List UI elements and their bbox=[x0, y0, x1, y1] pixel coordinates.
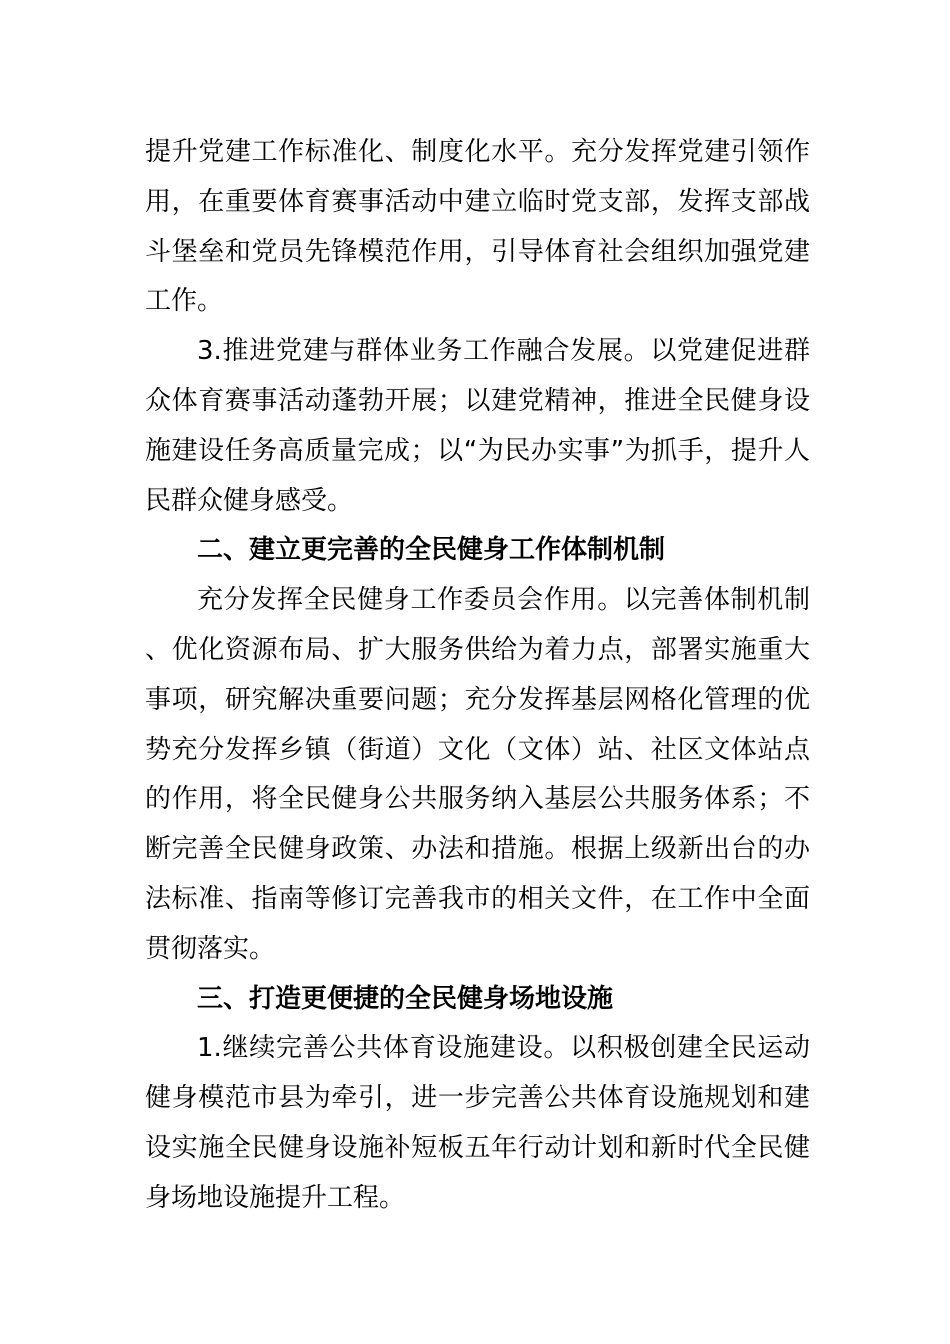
paragraph-fitness-committee: 充分发挥全民健身工作委员会作用。以完善体制机制、优化资源布局、扩大服务供给为着力点，部署实施重大事项，研究解决重要问题；充分发挥基层网格化管理的优势充分发挥乡镇（街道）文化（文体）站、社区文体站点的作用，将全民健身公共服务纳入基层公共服务体系；不断完善全民健身政策、办法和措施。根据上级新出台的办法标准、指南等修订完善我市的相关文件，在工作中全面贯彻落实。 bbox=[145, 585, 810, 964]
document-body bbox=[145, 128, 810, 1224]
section-heading-two: 二、建立更完善的全民健身工作体制机制 bbox=[197, 535, 666, 566]
paragraph-public-facilities: 1.继续完善公共体育设施建设。以积极创建全民运动健身模范市县为牵引，进一步完善公共体育设施规划和建设实施全民健身设施补短板五年行动计划和新时代全民健身场地设施提升工程。 bbox=[145, 1033, 810, 1213]
section-heading-three: 三、打造更便捷的全民健身场地设施 bbox=[197, 983, 614, 1014]
paragraph-party-building-integration: 3.推进党建与群体业务工作融合发展。以党建促进群众体育赛事活动蓬勃开展；以建党精神，推进全民健身设施建设任务高质量完成；以“为民办实事”为抓手，提升人民群众健身感受。 bbox=[145, 336, 810, 516]
paragraph-party-building-standardization: 提升党建工作标准化、制度化水平。充分发挥党建引领作用，在重要体育赛事活动中建立临时党支部，发挥支部战斗堡垒和党员先锋模范作用，引导体育社会组织加强党建工作。 bbox=[145, 137, 810, 317]
